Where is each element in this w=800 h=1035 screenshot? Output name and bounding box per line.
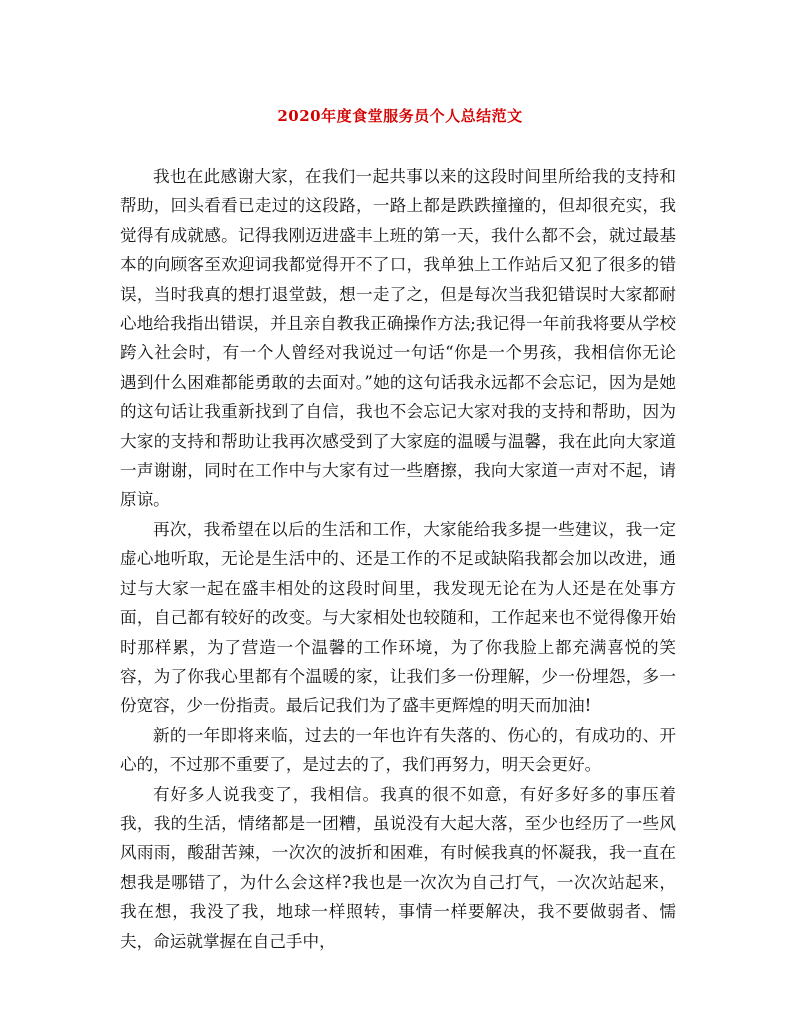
- document-body: [120, 162, 676, 956]
- paragraph-1: 我也在此感谢大家，在我们一起共事以来的这段时间里所给我的支持和帮助，回头看看已走过的这段路，一路上都是跌跌撞撞的，但却很充实，我觉得有成就感。记得我刚迈进盛丰上班的第一天，我什么都不会，就过最基本的向顾客至欢迎词我都觉得开不了口，我单独上工作站后又犯了很多的错误，当时我真的想打退堂鼓，想一走了之，但是每次当我犯错误时大家都耐心地给我指出错误，并且亲自教我正确操作方法;我记得一年前我将要从学校跨入社会时，有一个人曾经对我说过一句话“你是一个男孩，我相信你无论遇到什么困难都能勇敢的去面对。”她的这句话我永远都不会忘记，因为是她的这句话让我重新找到了自信，我也不会忘记大家对我的支持和帮助，因为大家的支持和帮助让我再次感受到了大家庭的温暖与温馨，我在此向大家道一声谢谢，同时在工作中与大家有过一些磨擦，我向大家道一声对不起，请原谅。: [120, 167, 676, 510]
- document-title: 2020年度食堂服务员个人总结范文: [277, 107, 523, 125]
- paragraph-4: 有好多人说我变了，我相信。我真的很不如意，有好多好多的事压着我，我的生活，情绪都是一团糟，虽说没有大起大落，至少也经历了一些风风雨雨，酸甜苦辣，一次次的波折和困难，有时候我真的怀凝我，我一直在想我是哪错了，为什么会这样?我也是一次次为自己打气，一次次站起来，我在想，我没了我，地球一样照转，事情一样要解决，我不要做弱者、懦夫，命运就掌握在自己手中，: [120, 784, 676, 951]
- paragraph-3: 新的一年即将来临，过去的一年也许有失落的、伤心的，有成功的、开心的，不过那不重要了，是过去的了，我们再努力，明天会更好。: [120, 725, 676, 775]
- paragraph-2: 再次，我希望在以后的生活和工作，大家能给我多提一些建议，我一定虚心地听取，无论是生活中的、还是工作的不足或缺陷我都会加以改进，通过与大家一起在盛丰相处的这段时间里，我发现无论在为人还是在处事方面，自己都有较好的改变。与大家相处也较随和，工作起来也不觉得像开始时那样累，为了营造一个温馨的工作环境，为了你我脸上都充满喜悦的笑容，为了你我心里都有个温暖的家，让我们多一份理解，少一份埋怨，多一份宽容，少一份指责。最后记我们为了盛丰更辉煌的明天而加油!: [120, 519, 676, 716]
